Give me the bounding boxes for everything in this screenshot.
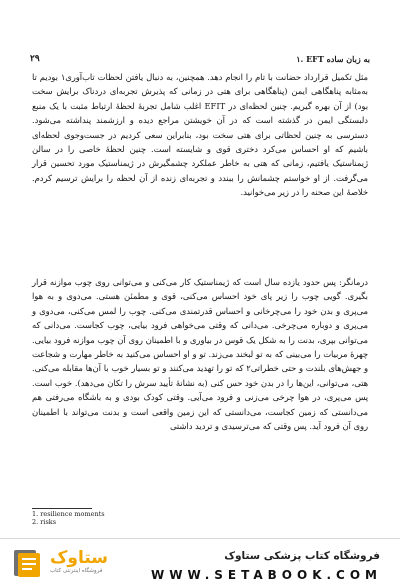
body-paragraph-1: [32, 70, 368, 200]
book-logo-icon: [12, 546, 46, 580]
logo-subtext: فروشگاه اینترنتی کتاب: [50, 568, 103, 574]
logo-text: ستاوک: [50, 548, 109, 568]
page-number: ۲۹: [30, 54, 40, 64]
shop-url: WWW.SETABOOK.COM: [150, 568, 382, 582]
chapter-title: ۱. EFT به زبان ساده: [296, 54, 370, 64]
footer-divider: [0, 538, 400, 539]
setabook-logo: [12, 546, 130, 580]
store-footer-banner: [0, 538, 400, 587]
page-header: [30, 52, 370, 66]
footnote-1: 1. resilience moments: [32, 510, 105, 518]
paragraph-text: درمانگر: پس حدود یازده سال است که ژیمناستیک کار می‌کنی و می‌توانی روی چوب موازنه قرار بگیری. گویی چوب را زیر پای خود احساس می‌کنی، قوی و مطمئن هستی. می‌دوی و به هوا می‌پری و بدن خود را می‌چرخانی و احساس قدرتمندی می‌کنی. چوب را لمس می‌کنی، می‌دوی و می‌پری و دوباره می‌چرخی. می‌دانی که وقتی می‌خواهی فرود بیایی، چوب کجاست. می‌دانی که می‌توانی بپری، بدنت را به شکل یک قوس در بیاوری و با اطمینان روی آن چوب موازنه فرود بیایی. چهرهٔ مربیات را می‌بینی که به تو لبخند می‌زند. تو و او احساس می‌کنید به خاطر مهارت و شجاعت و جهش‌های بلندت و حتی خطراتی۲ که تو را تهدید می‌کنند و تو بسیار خوب با آن‌ها مقابله می‌کنی. هتی، می‌توانی، این‌ها را در بدن خود حس کنی (به نشانهٔ تأیید سرش را تکان می‌دهد). خوب است. پس می‌پری، در هوا چرخی می‌زنی و فرود می‌آیی. وقتی کودک بودی و به باشگاه می‌رفتی هم می‌دانستی که زمین کجاست، می‌دانستی که این زمین واقعی است و بدنت می‌تواند با اطمینان روی آن فرود آید. پس وقتی که می‌ترسیدی و تردید داشتی: [32, 277, 369, 432]
shop-title: فروشگاه کتاب پزشکی ستاوک: [224, 550, 380, 562]
body-paragraph-2: [32, 275, 368, 433]
footnotes: [32, 510, 105, 526]
footnote-2: 2. risks: [32, 518, 57, 526]
footnote-divider: [32, 508, 92, 509]
paragraph-text: مثل تکمیل قرارداد حضانت با تام را انجام دهد. همچنین، به دنبال یافتن لحظات تاب‌آوری۱ بودیم تا به‌مثابه پناهگاهی ایمن (پناهگاهی برای هتی در زمانی که پذیرش تجربه‌ای دردناک برایش سخت بود) از آن بهره گیریم. چنین لحظه‌ای در EFIT اغلب شامل تجربهٔ لحظهٔ ارتباط مثبت با یک منبع دلبستگی ایمن در گذشته است که در آن خویشتن مراجع دیده و ارزشمند پنداشته می‌شود. دسترسی به چنین لحظاتی برای هتی سخت بود، بنابراین سعی کردیم در جست‌وجوی لحظه‌ای باشیم که او احساس می‌کرد دختری قوی و شایسته است. چنین لحظهٔ خاصی را در سالن ژیمناستیک یافتیم، زمانی که هتی به خاطر عملکرد چشمگیرش در ژیمناستیک مورد تحسین قرار می‌گرفت. از او خواستم چشمانش را ببندد و تجربه‌ای زنده از آن لحظه را برایش ترسیم کردم. خلاصهٔ این صحنه را در زیر می‌خوانید.: [32, 72, 369, 198]
